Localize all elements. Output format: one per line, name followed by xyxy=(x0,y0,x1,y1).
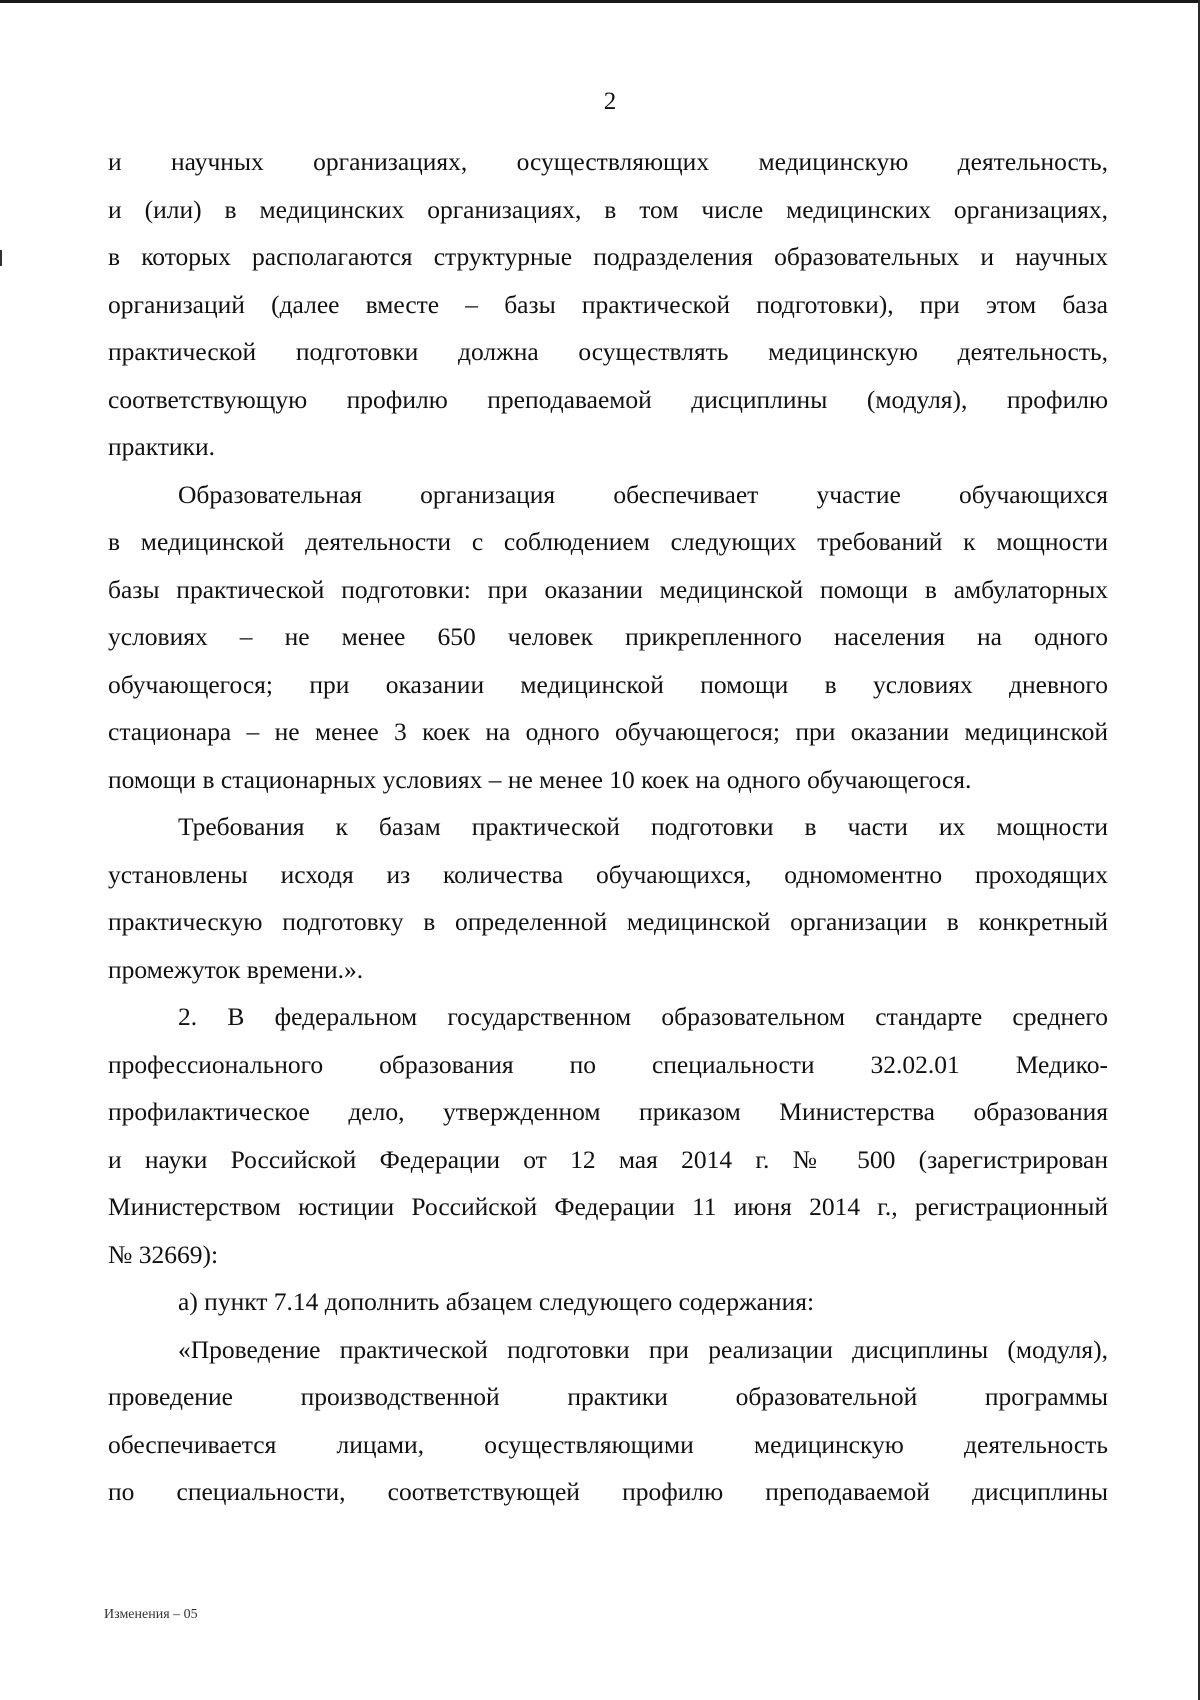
text-line: № 32669): xyxy=(108,1239,219,1269)
scan-top-edge xyxy=(0,0,1200,3)
text-line: профилактическое дело, утвержденном приказом Министерства образования xyxy=(108,1097,1108,1126)
text-line: условиях – не менее 650 человек прикрепленного населения на одного xyxy=(108,622,1108,651)
text-line: соответствующую профилю преподаваемой дисциплины (модуля), профилю xyxy=(108,384,1108,414)
text-line: практической подготовки должна осуществлять медицинскую деятельность, xyxy=(108,337,1108,366)
text-line: установлены исходя из количества обучающихся, одномоментно проходящих xyxy=(108,859,1108,889)
text-line: Министерством юстиции Российской Федерации 11 июня 2014 г., регистрационный xyxy=(108,1192,1108,1221)
text-line: практическую подготовку в определенной медицинской организации в конкретный xyxy=(108,907,1108,936)
scan-left-mark xyxy=(0,250,2,266)
text-line: стационара – не менее 3 коек на одного обучающегося; при оказании медицинской xyxy=(108,717,1108,746)
text-line: и (или) в медицинских организациях, в том числе медицинских организациях, xyxy=(108,194,1108,224)
text-line: по специальности, соответствующей профилю преподаваемой дисциплины xyxy=(108,1477,1108,1506)
paragraph-first-line: Образовательная организация обеспечивает участие обучающихся xyxy=(178,479,1108,509)
footer-revision-note: Изменения – 05 xyxy=(104,1607,198,1622)
text-line: организаций (далее вместе – базы практической подготовки), при этом база xyxy=(108,289,1108,319)
text-line: обеспечивается лицами, осуществляющими медицинскую деятельность xyxy=(108,1429,1108,1459)
text-line: практики. xyxy=(108,432,215,461)
text-line: профессионального образования по специальности 32.02.01 Медико- xyxy=(108,1049,1108,1079)
paragraph-first-line: «Проведение практической подготовки при реализации дисциплины (модуля), xyxy=(178,1334,1108,1364)
text-line: в медицинской деятельности с соблюдением следующих требований к мощности xyxy=(108,527,1108,556)
paragraph-first-line: Требования к базам практической подготовки в части их мощности xyxy=(178,812,1108,841)
text-line: помощи в стационарных условиях – не менее 10 коек на одного обучающегося. xyxy=(108,764,972,794)
text-line: и науки Российской Федерации от 12 мая 2014 г. № 500 (зарегистрирован xyxy=(108,1144,1108,1174)
text-line: обучающегося; при оказании медицинской помощи в условиях дневного xyxy=(108,669,1108,699)
paragraph-first-line: 2. В федеральном государственном образовательном стандарте среднего xyxy=(178,1002,1108,1031)
text-line: промежуток времени.». xyxy=(108,954,364,984)
text-line: базы практической подготовки: при оказании медицинской помощи в амбулаторных xyxy=(108,574,1108,604)
paragraph-first-line: а) пункт 7.14 дополнить абзацем следующего содержания: xyxy=(178,1287,815,1316)
body-text xyxy=(108,138,1108,1516)
text-line: в которых располагаются структурные подразделения образовательных и научных xyxy=(108,242,1108,271)
page-number: 2 xyxy=(603,88,617,115)
text-line: и научных организациях, осуществляющих медицинскую деятельность, xyxy=(108,147,1108,176)
text-line: проведение производственной практики образовательной программы xyxy=(108,1382,1108,1411)
